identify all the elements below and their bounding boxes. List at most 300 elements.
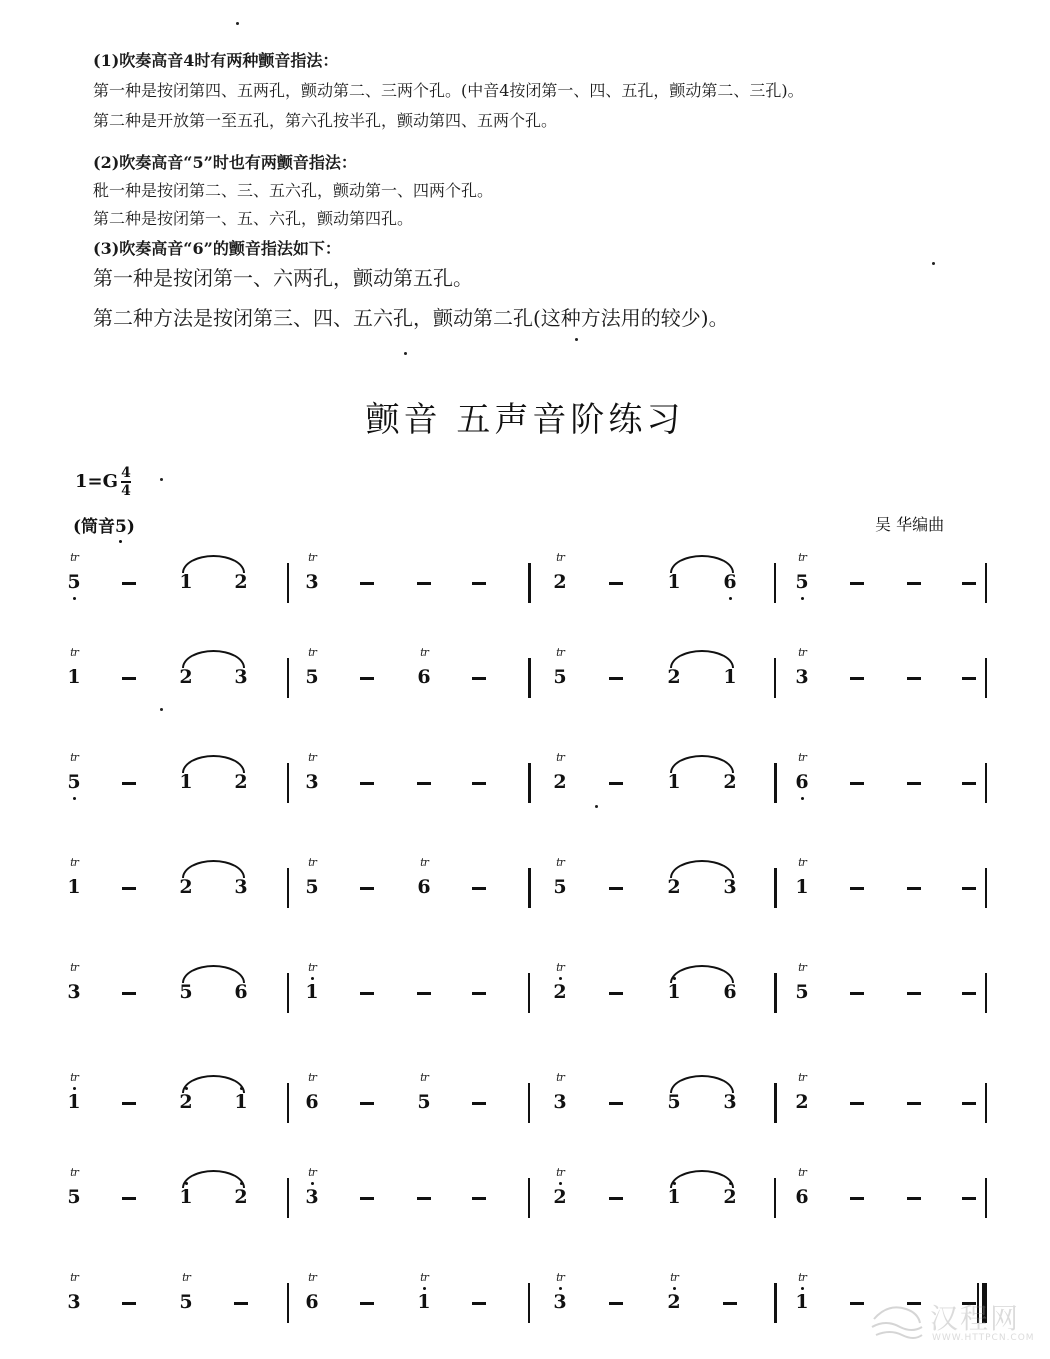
note-digit: 6 xyxy=(417,666,431,688)
note-digit: 2 xyxy=(234,771,248,793)
note-digit: 3 xyxy=(305,771,319,793)
dash-extension xyxy=(962,1102,976,1105)
note-digit: 5 xyxy=(553,666,567,688)
note-digit: 1 xyxy=(67,666,81,688)
trill-mark: tr xyxy=(798,856,806,869)
barline xyxy=(774,1083,777,1123)
dash-extension xyxy=(962,992,976,995)
time-numerator: 4 xyxy=(121,465,131,481)
note-digit: 2 xyxy=(234,571,248,593)
dash-extension xyxy=(850,782,864,785)
note-digit: 2 xyxy=(667,666,681,688)
octave-dot-above xyxy=(423,1287,426,1290)
note-digit: 5 xyxy=(67,571,81,593)
slur xyxy=(670,1075,734,1093)
note-6 xyxy=(718,981,742,1003)
dash-extension xyxy=(907,992,921,995)
dash-extension xyxy=(417,1197,431,1200)
note-5 xyxy=(548,646,572,688)
dash-extension xyxy=(609,782,623,785)
barline xyxy=(774,1178,776,1218)
note-digit: 5 xyxy=(305,876,319,898)
dash-extension xyxy=(907,677,921,680)
trill-mark: tr xyxy=(182,1271,190,1284)
note-5 xyxy=(174,981,198,1003)
trill-mark: tr xyxy=(308,551,316,564)
note-6 xyxy=(718,571,742,593)
trill-mark: tr xyxy=(308,1166,316,1179)
note-3 xyxy=(229,666,253,688)
trill-mark: tr xyxy=(70,1271,78,1284)
trill-mark: tr xyxy=(798,961,806,974)
note-3 xyxy=(229,876,253,898)
pitch-note-value: 5 xyxy=(115,517,127,537)
dash-extension xyxy=(122,992,136,995)
speck xyxy=(404,352,407,355)
speck xyxy=(236,22,239,25)
note-digit: 3 xyxy=(67,1291,81,1313)
note-digit: 3 xyxy=(795,666,809,688)
trill-mark: tr xyxy=(798,1166,806,1179)
note-digit: 5 xyxy=(67,771,81,793)
note-digit: 1 xyxy=(667,771,681,793)
trill-mark: tr xyxy=(308,1271,316,1284)
note-2 xyxy=(548,551,572,593)
trill-mark: tr xyxy=(308,1071,316,1084)
dash-extension xyxy=(234,1302,248,1305)
dash-extension xyxy=(850,992,864,995)
watermark-logo-icon xyxy=(870,1299,924,1343)
note-digit: 5 xyxy=(795,571,809,593)
note-digit: 5 xyxy=(553,876,567,898)
note-5 xyxy=(62,551,86,593)
note-2 xyxy=(548,961,572,1003)
note-1 xyxy=(62,1071,86,1113)
note-digit: 6 xyxy=(723,981,737,1003)
note-3 xyxy=(300,1166,324,1208)
dash-extension xyxy=(609,1102,623,1105)
barline xyxy=(774,1283,777,1323)
dash-extension xyxy=(723,1302,737,1305)
trill-mark: tr xyxy=(308,646,316,659)
instruction-line-5: 秕一种是按闭第二、三、五六孔，颤动第一、四两个孔。 xyxy=(93,181,494,200)
note-6 xyxy=(229,981,253,1003)
dash-extension xyxy=(907,782,921,785)
note-5 xyxy=(300,646,324,688)
barline xyxy=(528,763,531,803)
dash-extension xyxy=(472,992,486,995)
barline xyxy=(287,1178,289,1218)
note-5 xyxy=(62,1166,86,1208)
note-digit: 1 xyxy=(667,1186,681,1208)
slur xyxy=(182,650,245,668)
pitch-note-prefix: (筒音 xyxy=(73,517,116,537)
note-digit: 5 xyxy=(795,981,809,1003)
dash-extension xyxy=(417,582,431,585)
note-6 xyxy=(300,1071,324,1113)
note-5 xyxy=(300,856,324,898)
barline xyxy=(287,868,289,908)
dash-extension xyxy=(907,582,921,585)
composer-credit: 吴 华编曲 xyxy=(875,515,945,534)
dash-extension xyxy=(360,1197,374,1200)
trill-mark: tr xyxy=(70,1166,78,1179)
barline xyxy=(774,763,777,803)
dash-extension xyxy=(962,1197,976,1200)
score-row-1 xyxy=(0,545,1050,625)
trill-mark: tr xyxy=(556,751,564,764)
note-3 xyxy=(790,646,814,688)
note-2 xyxy=(174,1091,198,1113)
dash-extension xyxy=(122,1197,136,1200)
dash-extension xyxy=(472,887,486,890)
watermark-text: 汉程网 xyxy=(930,1302,1021,1335)
note-digit: 1 xyxy=(417,1291,431,1313)
dash-extension xyxy=(417,782,431,785)
note-digit: 2 xyxy=(553,1186,567,1208)
trill-mark: tr xyxy=(556,1071,564,1084)
watermark-url: WWW.HTTPCN.COM xyxy=(932,1333,1035,1343)
score-row-4 xyxy=(0,850,1050,930)
note-5 xyxy=(790,551,814,593)
dash-extension xyxy=(360,677,374,680)
instruction-line-1: (1)吹奏高音4时有两种颤音指法： xyxy=(93,51,339,70)
dash-extension xyxy=(907,887,921,890)
barline xyxy=(287,763,289,803)
barline xyxy=(528,1083,530,1123)
note-digit: 1 xyxy=(179,1186,193,1208)
speck xyxy=(160,708,163,711)
note-digit: 1 xyxy=(179,771,193,793)
note-digit: 2 xyxy=(179,666,193,688)
dash-extension xyxy=(360,1102,374,1105)
dash-extension xyxy=(122,677,136,680)
trill-mark: tr xyxy=(70,551,78,564)
note-digit: 6 xyxy=(795,1186,809,1208)
barline xyxy=(287,973,289,1013)
instruction-line-2: 第一种是按闭第四、五两孔，颤动第二、三两个孔。(中音4按闭第一、四、五孔，颤动第二、三孔)。 xyxy=(93,81,804,100)
dash-extension xyxy=(850,1302,864,1305)
note-digit: 1 xyxy=(179,571,193,593)
dash-extension xyxy=(850,677,864,680)
dash-extension xyxy=(122,887,136,890)
note-2 xyxy=(174,666,198,688)
note-3 xyxy=(62,1271,86,1313)
barline xyxy=(985,1178,987,1218)
note-3 xyxy=(300,551,324,593)
octave-dot-below xyxy=(729,597,732,600)
barline xyxy=(985,658,987,698)
dash-extension xyxy=(962,582,976,585)
slur xyxy=(182,555,245,573)
trill-mark: tr xyxy=(420,1271,428,1284)
note-digit: 5 xyxy=(67,1186,81,1208)
barline xyxy=(985,563,987,603)
instruction-line-9: 第二种方法是按闭第三、四、五六孔，颤动第二孔(这种方法用的较少)。 xyxy=(93,306,729,330)
note-digit: 1 xyxy=(723,666,737,688)
note-1 xyxy=(790,1271,814,1313)
dash-extension xyxy=(962,782,976,785)
barline xyxy=(985,1083,987,1123)
note-digit: 3 xyxy=(553,1091,567,1113)
note-digit: 6 xyxy=(417,876,431,898)
note-digit: 6 xyxy=(305,1291,319,1313)
barline xyxy=(774,658,776,698)
trill-mark: tr xyxy=(420,1071,428,1084)
dash-extension xyxy=(360,992,374,995)
note-digit: 2 xyxy=(234,1186,248,1208)
trill-mark: tr xyxy=(798,551,806,564)
octave-dot-above xyxy=(559,1182,562,1185)
note-3 xyxy=(300,751,324,793)
trill-mark: tr xyxy=(70,1071,78,1084)
score-row-7 xyxy=(0,1160,1050,1240)
octave-dot-above xyxy=(311,977,314,980)
note-1 xyxy=(412,1271,436,1313)
note-1 xyxy=(174,571,198,593)
dash-extension xyxy=(907,1102,921,1105)
barline xyxy=(528,658,531,698)
note-1 xyxy=(300,961,324,1003)
barline xyxy=(287,1083,289,1123)
barline xyxy=(287,1283,289,1323)
note-1 xyxy=(790,856,814,898)
note-digit: 2 xyxy=(723,771,737,793)
instruction-line-8: 第一种是按闭第一、六两孔，颤动第五孔。 xyxy=(93,266,473,290)
note-digit: 1 xyxy=(795,1291,809,1313)
note-digit: 6 xyxy=(305,1091,319,1113)
trill-mark: tr xyxy=(556,551,564,564)
note-2 xyxy=(229,571,253,593)
note-digit: 1 xyxy=(305,981,319,1003)
barline xyxy=(774,973,777,1013)
trill-mark: tr xyxy=(798,1271,806,1284)
slur xyxy=(670,1170,734,1188)
dash-extension xyxy=(472,782,486,785)
instruction-line-4: (2)吹奏高音“5”时也有两颤音指法： xyxy=(93,153,357,172)
barline xyxy=(528,868,531,908)
slur xyxy=(670,555,734,573)
octave-dot-above xyxy=(311,1182,314,1185)
dash-extension xyxy=(850,582,864,585)
note-digit: 2 xyxy=(553,981,567,1003)
note-digit: 6 xyxy=(234,981,248,1003)
dash-extension xyxy=(122,1102,136,1105)
trill-mark: tr xyxy=(70,856,78,869)
note-digit: 5 xyxy=(179,1291,193,1313)
slur xyxy=(670,755,734,773)
barline xyxy=(985,973,987,1013)
slur xyxy=(182,860,245,878)
instruction-line-3: 第二种是开放第一至五孔，第六孔按半孔，颤动第四、五两个孔。 xyxy=(93,111,558,130)
note-digit: 3 xyxy=(234,876,248,898)
score-row-6 xyxy=(0,1065,1050,1145)
note-1 xyxy=(62,646,86,688)
note-1 xyxy=(62,856,86,898)
note-2 xyxy=(229,771,253,793)
note-digit: 2 xyxy=(179,876,193,898)
score-row-5 xyxy=(0,955,1050,1035)
trill-mark: tr xyxy=(798,646,806,659)
note-1 xyxy=(662,981,686,1003)
trill-mark: tr xyxy=(70,646,78,659)
note-digit: 3 xyxy=(67,981,81,1003)
barline xyxy=(287,658,289,698)
dash-extension xyxy=(360,782,374,785)
note-3 xyxy=(62,961,86,1003)
octave-dot-below xyxy=(73,597,76,600)
score-title: 颤音 五声音阶练习 xyxy=(365,400,685,440)
note-digit: 3 xyxy=(723,1091,737,1113)
note-digit: 1 xyxy=(234,1091,248,1113)
note-1 xyxy=(718,666,742,688)
barline xyxy=(528,1178,530,1218)
octave-dot-below xyxy=(801,797,804,800)
dash-extension xyxy=(360,582,374,585)
note-digit: 2 xyxy=(667,876,681,898)
dash-extension xyxy=(609,582,623,585)
octave-dot-below xyxy=(73,797,76,800)
note-digit: 2 xyxy=(723,1186,737,1208)
note-2 xyxy=(790,1071,814,1113)
dash-extension xyxy=(360,1302,374,1305)
dash-extension xyxy=(609,1302,623,1305)
dash-extension xyxy=(360,887,374,890)
note-6 xyxy=(790,751,814,793)
trill-mark: tr xyxy=(556,1271,564,1284)
dash-extension xyxy=(962,677,976,680)
trill-mark: tr xyxy=(70,751,78,764)
octave-dot-above xyxy=(801,1287,804,1290)
note-5 xyxy=(548,856,572,898)
note-digit: 1 xyxy=(67,876,81,898)
trill-mark: tr xyxy=(308,961,316,974)
trill-mark: tr xyxy=(308,856,316,869)
barline xyxy=(287,563,289,603)
instruction-line-7: (3)吹奏高音“6”的颤音指法如下： xyxy=(93,239,341,258)
slur xyxy=(182,1170,245,1188)
watermark xyxy=(870,1295,1040,1355)
note-digit: 1 xyxy=(67,1091,81,1113)
dash-extension xyxy=(472,1102,486,1105)
dash-extension xyxy=(122,1302,136,1305)
note-1 xyxy=(174,771,198,793)
note-digit: 5 xyxy=(179,981,193,1003)
note-2 xyxy=(229,1186,253,1208)
pitch-note-suffix: ) xyxy=(126,517,135,537)
dash-extension xyxy=(962,887,976,890)
dash-extension xyxy=(609,992,623,995)
note-digit: 6 xyxy=(795,771,809,793)
note-digit: 3 xyxy=(305,1186,319,1208)
note-digit: 2 xyxy=(179,1091,193,1113)
trill-mark: tr xyxy=(420,646,428,659)
note-digit: 1 xyxy=(667,571,681,593)
note-digit: 1 xyxy=(667,981,681,1003)
speck xyxy=(575,338,578,341)
slur xyxy=(182,755,245,773)
note-digit: 3 xyxy=(723,876,737,898)
slur xyxy=(670,860,734,878)
dash-extension xyxy=(472,582,486,585)
note-1 xyxy=(174,1186,198,1208)
note-2 xyxy=(662,1271,686,1313)
octave-dot-above xyxy=(73,1087,76,1090)
trill-mark: tr xyxy=(308,751,316,764)
slur xyxy=(182,1075,245,1093)
octave-dot-above xyxy=(673,1287,676,1290)
key-label: 1=G xyxy=(75,471,118,493)
note-6 xyxy=(412,856,436,898)
note-2 xyxy=(548,1166,572,1208)
trill-mark: tr xyxy=(556,856,564,869)
slur xyxy=(670,965,734,983)
trill-mark: tr xyxy=(556,1166,564,1179)
note-digit: 3 xyxy=(305,571,319,593)
note-digit: 3 xyxy=(553,1291,567,1313)
note-2 xyxy=(548,751,572,793)
barline xyxy=(774,868,777,908)
dash-extension xyxy=(850,1197,864,1200)
note-6 xyxy=(790,1166,814,1208)
trill-mark: tr xyxy=(556,646,564,659)
note-1 xyxy=(662,771,686,793)
barline xyxy=(985,868,987,908)
dash-extension xyxy=(122,782,136,785)
note-6 xyxy=(300,1271,324,1313)
dash-extension xyxy=(609,677,623,680)
note-digit: 1 xyxy=(795,876,809,898)
note-2 xyxy=(662,666,686,688)
dash-extension xyxy=(472,1302,486,1305)
slur xyxy=(670,650,734,668)
note-digit: 2 xyxy=(795,1091,809,1113)
speck xyxy=(160,478,163,481)
note-1 xyxy=(662,1186,686,1208)
instruction-line-6: 第二种是按闭第一、五、六孔，颤动第四孔。 xyxy=(93,209,414,228)
note-3 xyxy=(548,1071,572,1113)
trill-mark: tr xyxy=(70,961,78,974)
speck xyxy=(932,262,935,265)
dash-extension xyxy=(609,1197,623,1200)
slur xyxy=(182,965,245,983)
dash-extension xyxy=(907,1197,921,1200)
barline xyxy=(774,563,776,603)
note-2 xyxy=(174,876,198,898)
dash-extension xyxy=(472,677,486,680)
note-digit: 2 xyxy=(553,771,567,793)
speck xyxy=(595,805,598,808)
note-2 xyxy=(718,1186,742,1208)
note-6 xyxy=(412,646,436,688)
barline xyxy=(528,973,530,1013)
note-2 xyxy=(662,876,686,898)
note-digit: 2 xyxy=(553,571,567,593)
trill-mark: tr xyxy=(798,751,806,764)
dash-extension xyxy=(472,1197,486,1200)
dash-extension xyxy=(417,992,431,995)
dash-extension xyxy=(850,887,864,890)
octave-dot-above xyxy=(559,977,562,980)
note-1 xyxy=(662,571,686,593)
note-3 xyxy=(718,876,742,898)
dash-extension xyxy=(122,582,136,585)
note-digit: 5 xyxy=(667,1091,681,1113)
note-digit: 5 xyxy=(305,666,319,688)
trill-mark: tr xyxy=(420,856,428,869)
note-digit: 3 xyxy=(234,666,248,688)
note-2 xyxy=(718,771,742,793)
